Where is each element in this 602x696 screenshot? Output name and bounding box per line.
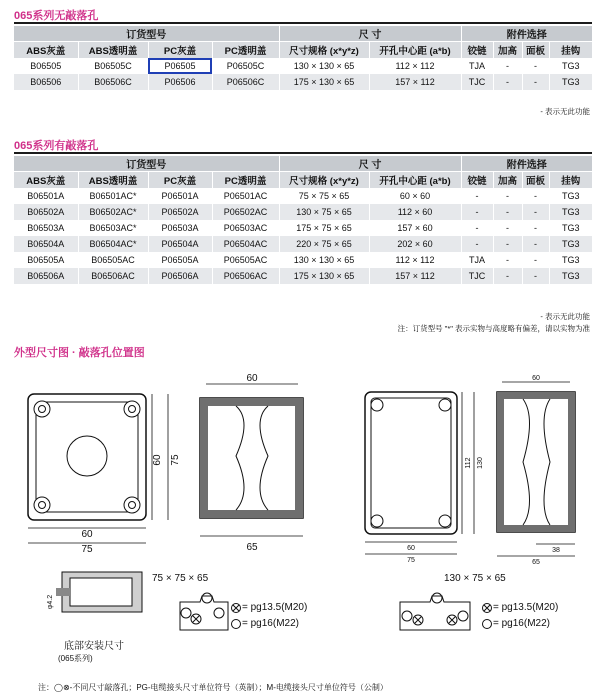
table-row bbox=[14, 58, 592, 74]
table-cell: - bbox=[493, 188, 522, 204]
table-cell: B06506AC bbox=[78, 268, 148, 284]
column-header: 尺寸规格 (x*y*z) bbox=[279, 172, 369, 189]
large-box-front-view bbox=[365, 392, 484, 564]
section1-rule bbox=[14, 22, 592, 24]
column-header: ABS灰盖 bbox=[14, 42, 78, 59]
column-header: 开孔中心距 (a*b) bbox=[369, 42, 461, 59]
table-cell: 175 × 130 × 65 bbox=[279, 268, 369, 284]
table-cell: - bbox=[493, 58, 522, 74]
table-cell: 112 × 112 bbox=[369, 252, 461, 268]
legend-m20-large: = pg13.5(M20) bbox=[493, 602, 559, 613]
table-cell: TJC bbox=[461, 74, 493, 90]
table-cell: - bbox=[493, 252, 522, 268]
table-row bbox=[14, 204, 592, 220]
table-cell: 130 × 75 × 65 bbox=[279, 204, 369, 220]
column-header: PC灰盖 bbox=[148, 42, 212, 59]
table-cell: P06501A bbox=[148, 188, 212, 204]
large-dim-h-inner: 112 bbox=[465, 457, 472, 469]
table-cell: - bbox=[522, 188, 549, 204]
large-side-dim-depth: 38 bbox=[552, 547, 560, 554]
table-cell: P06502AC bbox=[212, 204, 279, 220]
table-cell: - bbox=[493, 204, 522, 220]
table-cell: B06506C bbox=[78, 74, 148, 90]
table-cell: 130 × 130 × 65 bbox=[279, 58, 369, 74]
column-header: PC透明盖 bbox=[212, 42, 279, 59]
group-accessories: 附件选择 bbox=[461, 26, 592, 42]
column-header: 面板 bbox=[522, 42, 549, 59]
table-cell: P06502A bbox=[148, 204, 212, 220]
footnote: 注：◯⊗-不同尺寸敲落孔；PG-电缆接头尺寸单位符号（英制）；M-电缆接头尺寸单位符号（公制） bbox=[38, 683, 388, 692]
table-row bbox=[14, 268, 592, 284]
column-header: 加高 bbox=[493, 42, 522, 59]
large-dim-h-outer: 130 bbox=[477, 457, 484, 469]
large-dim-w-inner: 60 bbox=[407, 545, 415, 552]
table-cell: 157 × 112 bbox=[369, 268, 461, 284]
table-cell: P06506A bbox=[148, 268, 212, 284]
section2-note2: 注：订货型号 "*" 表示实物与高度略有偏差，请以实物为准 bbox=[397, 324, 590, 333]
table-cell: 220 × 75 × 65 bbox=[279, 236, 369, 252]
section2-note1: - 表示无此功能 bbox=[540, 312, 590, 321]
table-cell: - bbox=[493, 268, 522, 284]
table-cell: P06504A bbox=[148, 236, 212, 252]
section2-rule bbox=[14, 152, 592, 154]
group-order-model: 订货型号 bbox=[14, 156, 279, 172]
table-cell: TG3 bbox=[549, 236, 592, 252]
table-cell: 157 × 112 bbox=[369, 74, 461, 90]
table-cell: P06506AC bbox=[212, 268, 279, 284]
hole-label-large: 130 × 75 × 65 bbox=[444, 573, 506, 584]
column-header: 开孔中心距 (a*b) bbox=[369, 172, 461, 189]
table-row bbox=[14, 252, 592, 268]
table-cell: - bbox=[461, 236, 493, 252]
table-cell: - bbox=[461, 220, 493, 236]
table-cell: P06501AC bbox=[212, 188, 279, 204]
small-side-dim-depth: 65 bbox=[246, 542, 258, 553]
column-header: PC灰盖 bbox=[148, 172, 212, 189]
section2-title: 065系列有敲落孔 bbox=[14, 140, 99, 152]
column-header: 加高 bbox=[493, 172, 522, 189]
large-dim-w-outer: 75 bbox=[407, 557, 415, 564]
legend-m20-small: = pg13.5(M20) bbox=[242, 602, 308, 613]
table-cell: - bbox=[461, 188, 493, 204]
mount-sublabel: (065系列) bbox=[58, 654, 93, 663]
table-cell: - bbox=[461, 204, 493, 220]
small-side-dim-width: 60 bbox=[246, 373, 258, 384]
table-cell: - bbox=[522, 220, 549, 236]
table-cell: - bbox=[493, 220, 522, 236]
table-cell: 130 × 130 × 65 bbox=[279, 252, 369, 268]
column-header: 铰链 bbox=[461, 42, 493, 59]
table-cell: TG3 bbox=[549, 188, 592, 204]
table-cell: B06506A bbox=[14, 268, 78, 284]
table-cell: 112 × 60 bbox=[369, 204, 461, 220]
table-cell: TG3 bbox=[549, 252, 592, 268]
table-cell: B06505AC bbox=[78, 252, 148, 268]
legend-m22-large: = pg16(M22) bbox=[493, 618, 550, 629]
table-cell: P06506 bbox=[148, 74, 212, 90]
table-cell: B06502AC* bbox=[78, 204, 148, 220]
table-cell: B06503AC* bbox=[78, 220, 148, 236]
mount-detail-drawing bbox=[47, 572, 142, 612]
table-cell: P06503A bbox=[148, 220, 212, 236]
table-row bbox=[14, 220, 592, 236]
table-cell: - bbox=[522, 58, 549, 74]
knockout-layout-small bbox=[180, 593, 228, 630]
table-cell: 60 × 60 bbox=[369, 188, 461, 204]
column-header: 面板 bbox=[522, 172, 549, 189]
mount-label: 底部安装尺寸 bbox=[64, 641, 124, 652]
group-accessories: 附件选择 bbox=[461, 156, 592, 172]
column-header: ABS透明盖 bbox=[78, 42, 148, 59]
table-cell: TG3 bbox=[549, 204, 592, 220]
section3-title: 外型尺寸图 · 敲落孔位置图 bbox=[14, 347, 145, 359]
group-order-model: 订货型号 bbox=[14, 26, 279, 42]
small-dim-h-inner: 60 bbox=[152, 454, 163, 466]
table-cell: TJA bbox=[461, 58, 493, 74]
table-cell: B06504AC* bbox=[78, 236, 148, 252]
table-cell: - bbox=[493, 74, 522, 90]
table-cell: - bbox=[522, 74, 549, 90]
table-cell: 175 × 75 × 65 bbox=[279, 220, 369, 236]
column-header: 铰链 bbox=[461, 172, 493, 189]
table-row bbox=[14, 188, 592, 204]
table-cell: P06505C bbox=[212, 58, 279, 74]
table-cell: - bbox=[493, 236, 522, 252]
table-cell: TJC bbox=[461, 268, 493, 284]
table-cell: B06505 bbox=[30, 61, 62, 71]
table-cell: - bbox=[522, 204, 549, 220]
table-cell: 175 × 130 × 65 bbox=[279, 74, 369, 90]
large-side-dim-total: 65 bbox=[532, 559, 540, 566]
group-size: 尺 寸 bbox=[279, 156, 461, 172]
section1-note: - 表示无此功能 bbox=[540, 107, 590, 116]
table-cell: 112 × 112 bbox=[369, 58, 461, 74]
table-cell: P06506C bbox=[212, 74, 279, 90]
table-cell: - bbox=[522, 252, 549, 268]
table-cell: 75 × 75 × 65 bbox=[279, 188, 369, 204]
column-header: 挂钩 bbox=[549, 172, 592, 189]
table-cell: P06504AC bbox=[212, 236, 279, 252]
table-cell: B06505C bbox=[78, 58, 148, 74]
table-cell: B06506 bbox=[14, 74, 78, 90]
small-dim-w-inner: 60 bbox=[81, 529, 93, 540]
column-header: PC透明盖 bbox=[212, 172, 279, 189]
table-cell: P06505AC bbox=[212, 252, 279, 268]
table-cell: P06503AC bbox=[212, 220, 279, 236]
small-box-side-view bbox=[200, 373, 303, 553]
table-row bbox=[14, 236, 592, 252]
column-header: 挂钩 bbox=[549, 42, 592, 59]
small-box-front-view bbox=[28, 394, 181, 555]
table-cell: TG3 bbox=[549, 220, 592, 236]
small-dim-h-outer: 75 bbox=[170, 454, 181, 466]
column-header: ABS透明盖 bbox=[78, 172, 148, 189]
table-cell: 202 × 60 bbox=[369, 236, 461, 252]
table-cell: TG3 bbox=[549, 58, 592, 74]
small-dim-w-outer: 75 bbox=[81, 544, 93, 555]
column-header: 尺寸规格 (x*y*z) bbox=[279, 42, 369, 59]
legend-m22-small: = pg16(M22) bbox=[242, 618, 299, 629]
table-cell: B06505A bbox=[27, 255, 65, 265]
column-headers bbox=[14, 42, 592, 59]
hole-label-small: 75 × 75 × 65 bbox=[152, 573, 209, 584]
table-no-knockouts bbox=[14, 26, 592, 90]
selected-cell: P06505 bbox=[148, 58, 212, 74]
table-cell: TG3 bbox=[549, 74, 592, 90]
knockout-layout-large bbox=[400, 593, 470, 630]
group-size: 尺 寸 bbox=[279, 26, 461, 42]
large-side-dim-width: 60 bbox=[532, 375, 540, 382]
table-cell: TJA bbox=[461, 252, 493, 268]
table-cell: B06501A bbox=[27, 191, 65, 201]
section1-title: 065系列无敲落孔 bbox=[14, 10, 99, 22]
table-cell: B06504A bbox=[14, 236, 78, 252]
column-headers bbox=[14, 172, 592, 189]
table-cell: B06503A bbox=[27, 223, 65, 233]
table-cell: - bbox=[522, 236, 549, 252]
large-box-side-view bbox=[497, 375, 575, 566]
table-cell: B06502A bbox=[14, 204, 78, 220]
table-cell: TG3 bbox=[549, 268, 592, 284]
screw-dim: φ4.2 bbox=[47, 594, 54, 610]
table-with-knockouts bbox=[14, 156, 592, 284]
table-row bbox=[14, 74, 592, 90]
table-cell: - bbox=[522, 268, 549, 284]
table-cell: 157 × 60 bbox=[369, 220, 461, 236]
table-cell: B06501AC* bbox=[78, 188, 148, 204]
column-header: ABS灰盖 bbox=[14, 172, 78, 189]
table-cell: P06505A bbox=[148, 252, 212, 268]
